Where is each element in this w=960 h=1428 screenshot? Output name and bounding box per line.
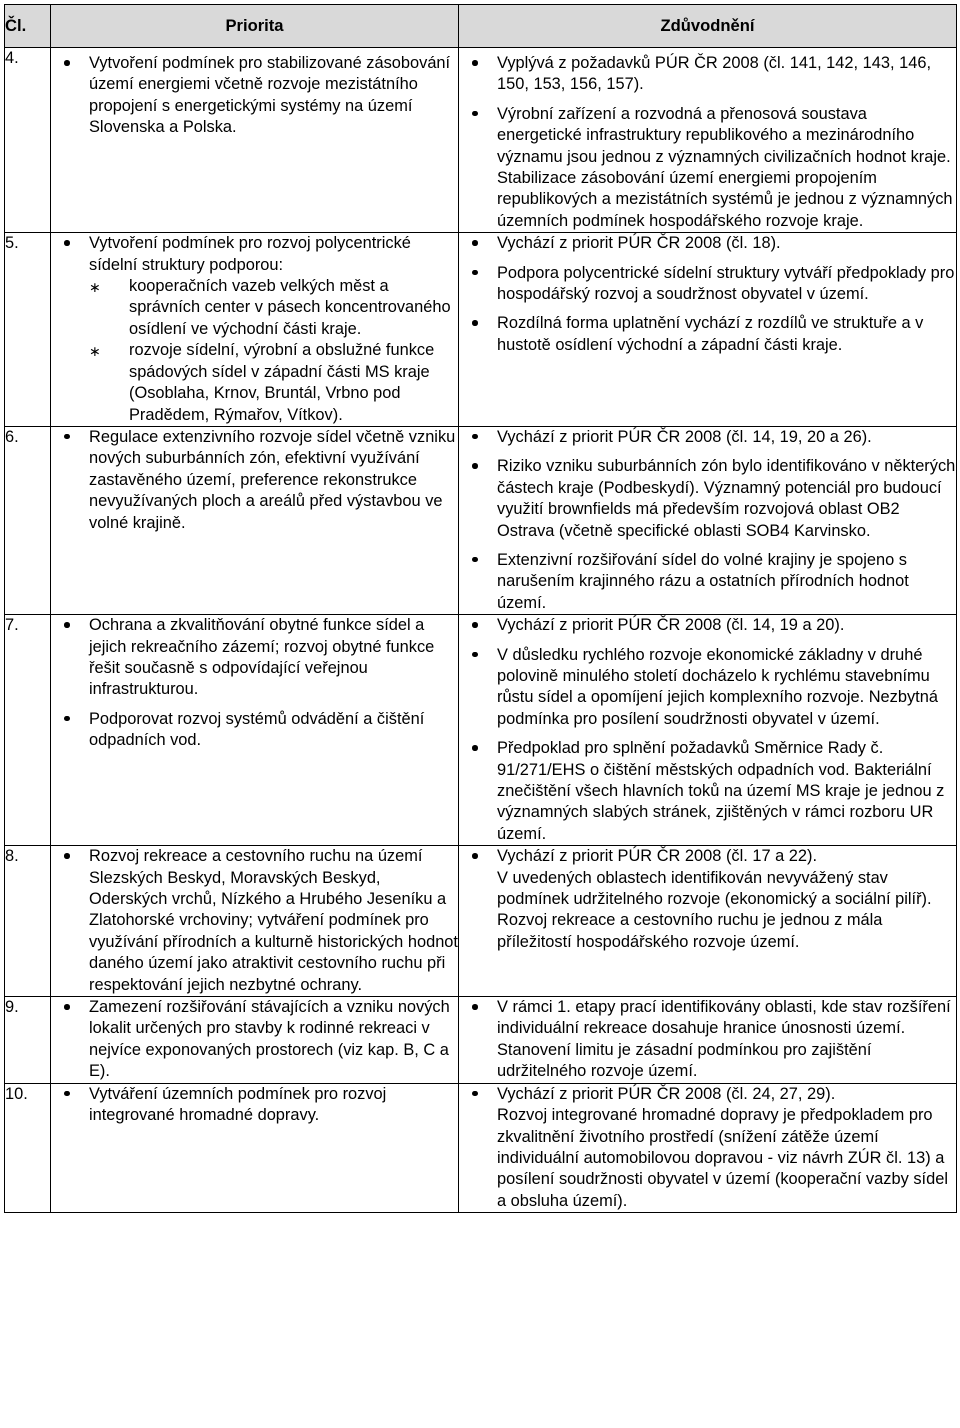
header-justification: Zdůvodnění [459,5,957,48]
priority-item: Vytváření územních podmínek pro rozvoj integrované hromadné dopravy. [51,1084,458,1127]
priority-cell [51,426,459,614]
sub-item-text: rozvoje sídelní, výrobní a obslužné funkce spádových sídel v západní části MS kraje (Osoblaha, Krnov, Bruntál, Vrbno pod Pradědem, Rýmařov, Vítkov). [129,341,435,424]
justification-item-continuation: V uvedených oblastech identifikován nevyvážený stav podmínek udržitelného rozvoje (ekonomický a sociální pilíř). Rozvoj rekreace a cestovního ruchu je jednou z mála příležitostí hospodářského rozvoje území. [497,868,932,951]
justification-item: Vyplývá z požadavků PÚR ČR 2008 (čl. 141, 142, 143, 146, 150, 153, 156, 157). [459,53,956,96]
row-number: 8. [5,846,51,997]
asterisk-bullet-icon: ∗ [89,343,101,360]
priority-cell [51,615,459,846]
justification-item: Vychází z priorit PÚR ČR 2008 (čl. 14, 19 a 20). [459,615,956,636]
priority-item: Ochrana a zkvalitňování obytné funkce sídel a jejich rekreačního zázemí; rozvoj obytné funkce řešit současně s odpovídající veřejnou infrastrukturou. [51,615,458,701]
row-number: 7. [5,615,51,846]
priority-item: Rozvoj rekreace a cestovního ruchu na území Slezských Beskyd, Moravských Beskyd, Oderských vrchů, Nízkého a Hrubého Jeseníku a Zlatohorské vrchoviny; vytváření podmínek pro využívání přírodních a kulturně historických hodnot daného území jako atraktivit cestovního ruchu při respektování jejich nezbytné ochrany. [51,846,458,996]
priority-cell [51,48,459,233]
table-row [5,615,957,846]
justification-cell [459,615,957,846]
row-number: 4. [5,48,51,233]
justification-cell [459,1083,957,1212]
justification-cell [459,48,957,233]
justification-item-continuation: Rozvoj integrované hromadné dopravy je předpokladem pro zkvalitnění životního prostředí (snížení zátěže území individuální automobilovou dopravou - viz návrh ZÚR čl. 13) a posílení soudržnosti obyvatel v území (kooperační vazby sídel a obsluha území). [497,1106,948,1210]
justification-item: Vychází z priorit PÚR ČR 2008 (čl. 18). [459,233,956,254]
justification-item-text: Vychází z priorit PÚR ČR 2008 (čl. 17 a 22). [497,847,818,866]
priorities-table [4,4,957,1213]
table-header-row [5,5,957,48]
justification-cell [459,233,957,427]
justification-item: Výrobní zařízení a rozvodná a přenosová soustava energetické infrastruktury republikového a mezinárodního významu jsou jednou z významných civilizačních hodnot kraje. Stabilizace zásobování území energiemi propojením republikových a mezistátních systémů je jednou z významných územních podmínek hospodářského rozvoje kraje. [459,104,956,232]
sub-item-text: kooperačních vazeb velkých měst a správních center v pásech koncentrovaného osídlení ve východní části kraje. [129,277,451,338]
table-row [5,997,957,1084]
table-row [5,846,957,997]
priority-cell [51,1083,459,1212]
priority-item-text: Vytvoření podmínek pro rozvoj polycentrické sídelní struktury podporou: [89,234,411,274]
priority-item: Vytvoření podmínek pro stabilizované zásobování území energiemi včetně rozvoje mezistátního propojení s energetickými systémy na území Slovenska a Polska. [51,53,458,139]
priority-item [51,233,458,426]
sub-list [89,276,458,426]
sub-item [89,340,458,426]
justification-item: Rozdílná forma uplatnění vychází z rozdílů ve struktuře a v hustotě osídlení východní a západní části kraje. [459,313,956,356]
priority-item: Zamezení rozšiřování stávajících a vzniku nových lokalit určených pro stavby k rodinné rekreaci v nejvíce exponovaných prostorech (viz kap. B, C a E). [51,997,458,1083]
priority-cell [51,997,459,1084]
justification-cell [459,997,957,1084]
priority-item: Regulace extenzivního rozvoje sídel včetně vzniku nových suburbánních zón, efektivní využívání zastavěného území, preference rekonstrukce nevyužívaných ploch a areálů před výstavbou ve volné krajině. [51,427,458,534]
table-row [5,426,957,614]
header-number: Čl. [5,5,51,48]
priority-cell [51,846,459,997]
row-number: 5. [5,233,51,427]
priority-item: Podporovat rozvoj systémů odvádění a čištění odpadních vod. [51,709,458,752]
justification-cell [459,426,957,614]
justification-item: Extenzivní rozšiřování sídel do volné krajiny je spojeno s narušením krajinného rázu a ostatních přírodních hodnot území. [459,550,956,614]
justification-item [459,846,956,953]
table-row [5,1083,957,1212]
justification-item-text: Vychází z priorit PÚR ČR 2008 (čl. 24, 27, 29). [497,1084,836,1103]
justification-item: Předpoklad pro splnění požadavků Směrnice Rady č. 91/271/EHS o čištění městských odpadních vod. Bakteriální znečištění všech hlavních toků na území MS kraje je jednou z významných slabých stránek, zjištěných v rámci rozboru UR území. [459,738,956,845]
justification-item [459,1084,956,1212]
justification-item: Vychází z priorit PÚR ČR 2008 (čl. 14, 19, 20 a 26). [459,427,956,448]
row-number: 10. [5,1083,51,1212]
asterisk-bullet-icon: ∗ [89,279,101,296]
table-row [5,233,957,427]
row-number: 9. [5,997,51,1084]
header-priority: Priorita [51,5,459,48]
justification-item: V důsledku rychlého rozvoje ekonomické základny v druhé polovině minulého století docházelo k rychlému stavebnímu růstu sídel a opomíjení jejich komplexního rozvoje. Nezbytná podmínka pro posílení soudržnosti obyvatel v území. [459,645,956,731]
justification-item: Riziko vzniku suburbánních zón bylo identifikováno v některých částech kraje (Podbeskydí). Významný potenciál pro budoucí využití brownfields má především rozvojová oblast OB2 Ostrava (včetně specifické oblasti SOB4 Karvinsko. [459,456,956,542]
table-row [5,48,957,233]
justification-item: Podpora polycentrické sídelní struktury vytváří předpoklady pro hospodářský rozvoj a soudržnost obyvatel v území. [459,263,956,306]
row-number: 6. [5,426,51,614]
priority-cell [51,233,459,427]
justification-cell [459,846,957,997]
justification-item: V rámci 1. etapy prací identifikovány oblasti, kde stav rozšíření individuální rekreace dosahuje hranice únosnosti území. Stanovení limitu je zásadní podmínkou pro zajištění udržitelného rozvoje území. [459,997,956,1083]
sub-item [89,276,458,340]
